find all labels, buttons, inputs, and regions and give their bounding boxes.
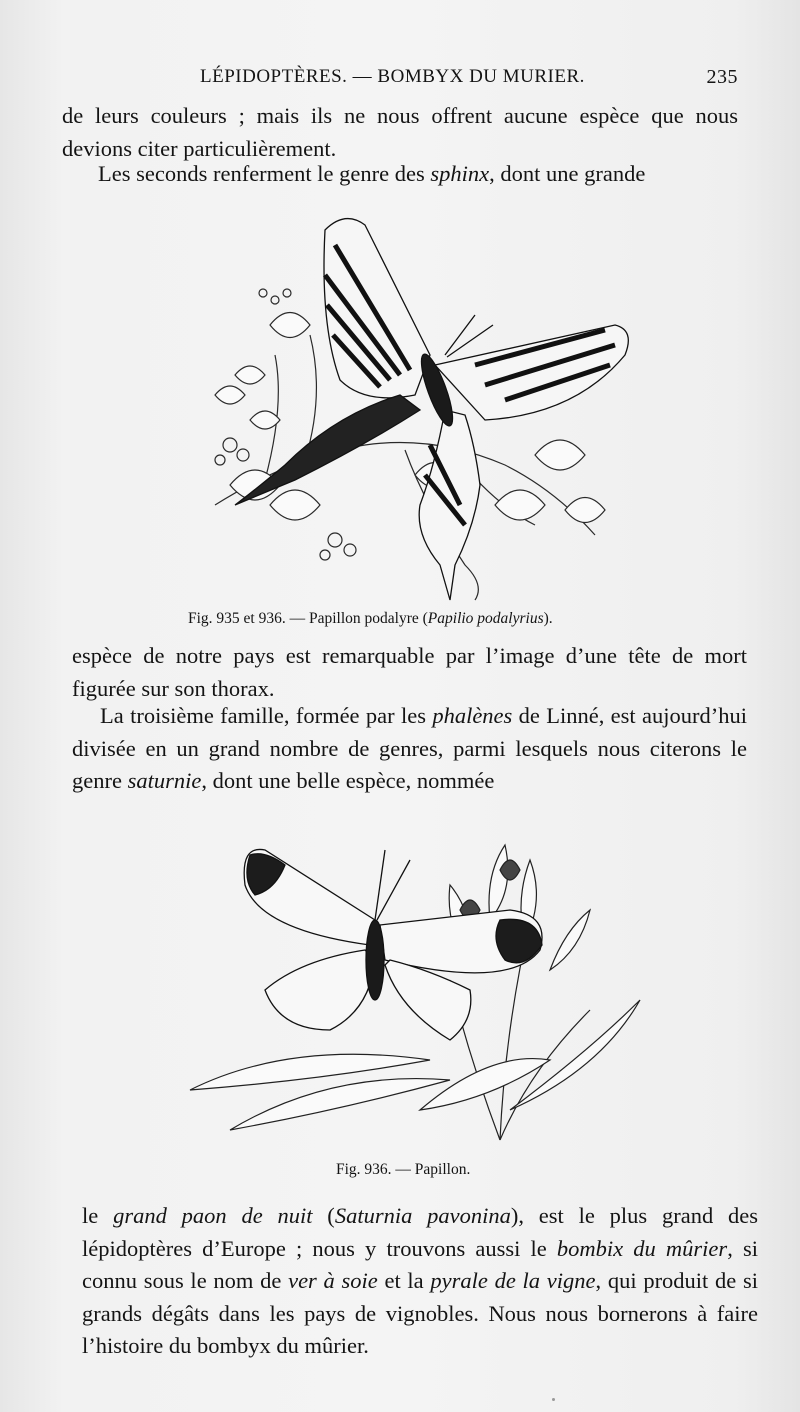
italic-term-saturnie: saturnie: [127, 768, 202, 793]
caption-text: ).: [543, 610, 553, 627]
paragraph-2: [62, 158, 738, 191]
figure-2-caption: Fig. 936. — Papillon.: [336, 1161, 471, 1178]
text-run: Les seconds renferment le genre des: [98, 161, 431, 186]
text-run: ), est le plus grand des lépidoptères d’Europe ; nous y trouvons aussi le: [82, 1203, 759, 1261]
paragraph-1: [62, 100, 738, 165]
italic-term-phalenes: phalènes: [432, 703, 513, 728]
paragraph-1-text: de leurs couleurs ; mais ils ne nous offrent aucune espèce que nous devions citer particulièrement.: [62, 103, 738, 161]
italic-term-saturnia-pavonina: Saturnia pavonina: [334, 1203, 511, 1228]
swallowtail-engraving-figure: [175, 205, 645, 605]
swallowtail-butterfly-illustration: [235, 219, 628, 600]
paragraph-3: [72, 640, 747, 705]
page-number: 235: [706, 66, 738, 88]
text-run: , qui produit de si grands dégâts dans les pays de vignobles. Nous nous bornerons à faire l’histoire du bombyx du mûrier.: [82, 1268, 758, 1358]
figure-1-caption: [188, 610, 553, 628]
italic-term-ver-a-soie: ver à soie: [288, 1268, 378, 1293]
text-run: , si connu sous le nom de: [82, 1235, 758, 1293]
caption-species-name: Papilio podalyrius: [427, 610, 544, 627]
text-run: La troisième famille, formée par les: [100, 703, 433, 728]
caption-text: Fig. 935 et 936. — Papillon podalyre (: [188, 610, 428, 627]
paragraph-4: [72, 700, 747, 798]
text-run: et la: [377, 1268, 431, 1293]
paper-speck: [552, 1398, 555, 1401]
italic-term-sphinx: sphinx: [430, 161, 490, 186]
italic-term-grand-paon: grand paon de nuit: [113, 1203, 313, 1228]
text-run: de Linné, est aujourd’hui divisée en un grand nombre de genres, parmi lesquels nous citerons le genre: [72, 703, 747, 793]
text-run: le: [82, 1203, 114, 1228]
italic-term-pyrale: pyrale de la vigne: [430, 1268, 596, 1293]
running-title: LÉPIDOPTÈRES. — BOMBYX DU MURIER.: [200, 66, 585, 87]
text-run: , dont une grande: [489, 161, 646, 186]
butterfly-plant-engraving-figure: [170, 810, 650, 1155]
paragraph-3-text: espèce de notre pays est remarquable par l’image d’une tête de mort figurée sur son thorax.: [72, 643, 747, 701]
text-run: (: [312, 1203, 335, 1228]
italic-term-bombix: bombix du mûrier: [556, 1235, 728, 1261]
paragraph-5: [82, 1200, 758, 1363]
running-head: [200, 62, 740, 92]
text-run: , dont une belle espèce, nommée: [201, 768, 495, 793]
